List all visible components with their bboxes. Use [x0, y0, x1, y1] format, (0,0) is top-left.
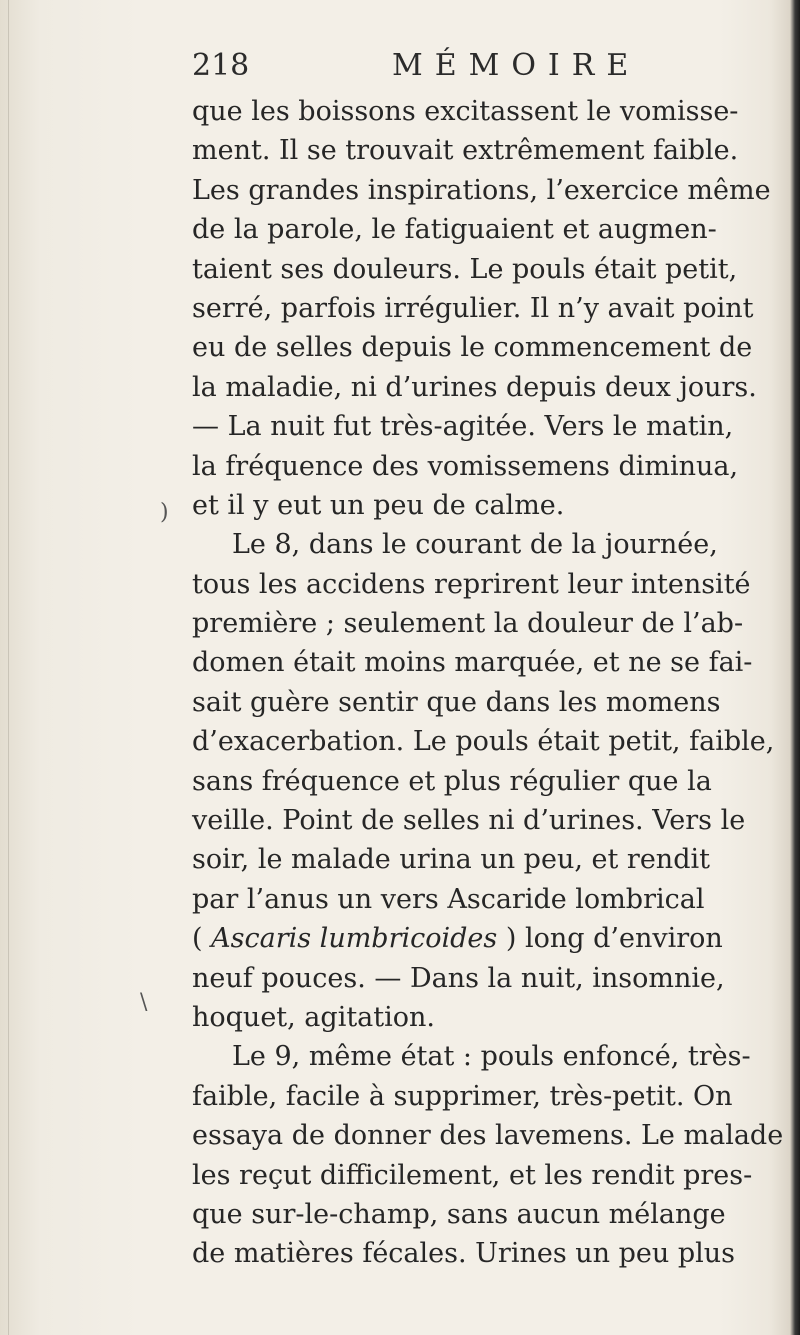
paragraph-start-line: Le 8, dans le courant de la journée, — [232, 529, 718, 561]
text-line: soir, le malade urina un peu, et rendit — [192, 844, 710, 876]
text-line: et il y eut un peu de calme. — [192, 489, 565, 521]
text-line: hoquet, agitation. — [192, 1001, 435, 1033]
text-line: de la parole, le fatiguaient et augmen- — [192, 214, 717, 246]
text-line: faible, facile à supprimer, très-petit. On — [192, 1080, 733, 1112]
text-line: serré, parfois irrégulier. Il n’y avait point — [192, 292, 754, 324]
taxonomic-name-line — [192, 919, 784, 958]
page-edge-rule — [8, 0, 9, 1335]
text-line: d’exacerbation. Le pouls était petit, faible, — [192, 726, 775, 758]
text-line: la fréquence des vomissemens diminua, — [192, 450, 739, 482]
text-line: les reçut difficilement, et les rendit pres- — [192, 1159, 753, 1191]
running-title: MÉMOIRE — [392, 48, 641, 83]
text-line: par l’anus un vers Ascaride lombrical — [192, 883, 705, 915]
text-line: ment. Il se trouvait extrêmement faible. — [192, 135, 739, 167]
text-line: que les boissons excitassent le vomisse- — [192, 96, 739, 127]
page-header — [192, 46, 792, 86]
text-line: veille. Point de selles ni d’urines. Vers le — [192, 805, 746, 837]
text-line: domen était moins marquée, et ne se fai- — [192, 647, 753, 679]
body-text — [192, 92, 784, 1274]
margin-mark: ) — [160, 500, 169, 525]
open-paren: ( — [192, 923, 212, 955]
text-line: neuf pouces. — Dans la nuit, insomnie, — [192, 962, 725, 994]
text-line: Les grandes inspirations, l’exercice même — [192, 174, 771, 206]
text-line: taient ses douleurs. Le pouls était petit, — [192, 253, 738, 285]
text-line: sans fréquence et plus régulier que la — [192, 765, 712, 797]
margin-mark: \ — [140, 990, 148, 1015]
text-line: la maladie, ni d’urines depuis deux jours. — [192, 371, 757, 403]
text-line: eu de selles depuis le commencement de — [192, 332, 753, 364]
page-number: 218 — [192, 48, 250, 83]
text-line: essaya de donner des lavemens. Le malade — [192, 1120, 784, 1152]
text-line: de matières fécales. Urines un peu plus — [192, 1238, 736, 1270]
text-line: — La nuit fut très-agitée. Vers le matin, — [192, 411, 734, 443]
paragraph-start-line: Le 9, même état : pouls enfoncé, très- — [232, 1041, 751, 1073]
text-line: tous les accidens reprirent leur intensité — [192, 568, 751, 600]
text-line: première ; seulement la douleur de l’ab- — [192, 608, 744, 640]
text-line: que sur-le-champ, sans aucun mélange — [192, 1198, 726, 1230]
species-name: Ascaris lumbricoides — [211, 923, 498, 955]
line-continuation: ) long d’environ — [497, 923, 723, 955]
text-line: sait guère sentir que dans les momens — [192, 686, 721, 718]
